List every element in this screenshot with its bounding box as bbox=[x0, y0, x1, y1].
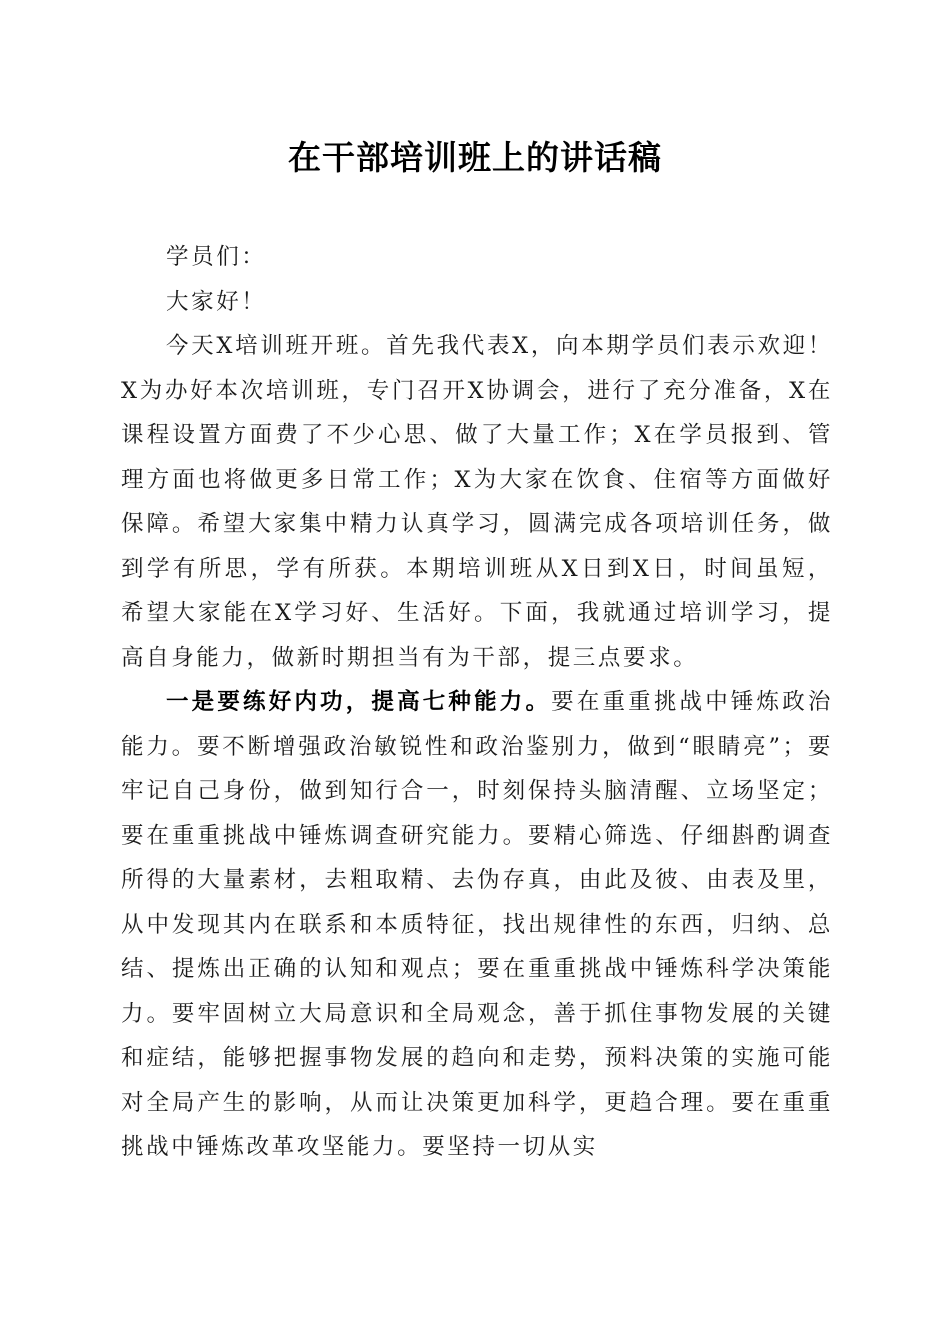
salutation: 学员们： bbox=[166, 244, 267, 270]
point-one-body: 要在重重挑战中锤炼政治能力。要不断增强政治敏锐性和政治鉴别力，做到“眼睛亮”；要牢记自己身份，做到知行合一，时刻保持头脑清醒、立场坚定；要在重重挑战中锤炼调查研究能力。要精心筛选、仔细斟酌调查所得的大量素材，去粗取精、去伪存真，由此及彼、由表及里，从中发现其内在联系和本质特征，找出规律性的东西，归纳、总结、提炼出正确的认知和观点；要在重重挑战中锤炼科学决策能力。要牢固树立大局意识和全局观念，善于抓住事物发展的关键和症结，能够把握事物发展的趋向和走势，预料决策的实施可能对全局产生的影响，从而让决策更加科学，更趋合理。要在重重挑战中锤炼改革攻坚能力。要坚持一切从实 bbox=[121, 689, 833, 1160]
document-title: 在干部培训班上的讲话稿 bbox=[288, 138, 662, 177]
document-body bbox=[121, 235, 833, 1170]
paragraph-intro: 今天X培训班开班。首先我代表X，向本期学员们表示欢迎！X为办好本次培训班，专门召开X协调会，进行了充分准备，X在课程设置方面费了不少心思、做了大量工作；X在学员报到、管理方面也将做更多日常工作；X为大家在饮食、住宿等方面做好保障。希望大家集中精力认真学习，圆满完成各项培训任务，做到学有所思，学有所获。本期培训班从X日到X日，时间虽短，希望大家能在X学习好、生活好。下面，我就通过培训学习，提高自身能力，做新时期担当有为干部，提三点要求。 bbox=[121, 333, 833, 671]
point-one-heading: 一是要练好内功，提高七种能力。 bbox=[166, 689, 552, 715]
paragraph-point-one bbox=[121, 680, 833, 1170]
greeting: 大家好！ bbox=[166, 288, 267, 315]
